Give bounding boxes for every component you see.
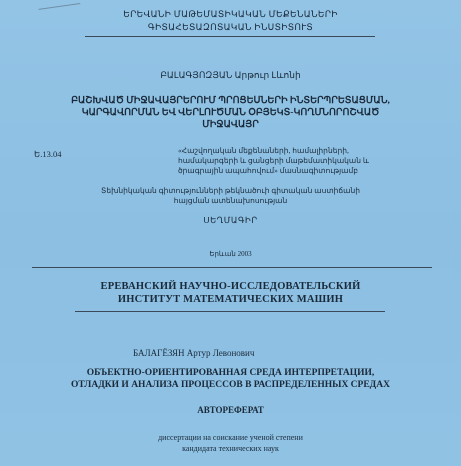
degree-ru-line2: кандидата технических наук bbox=[182, 444, 279, 453]
specialty-code: Ե.13.04 bbox=[34, 149, 62, 159]
title-ru bbox=[0, 367, 461, 391]
institute-ru-line2: ИНСТИТУТ МАТЕМАТИЧЕСКИХ МАШИН bbox=[117, 294, 344, 305]
title-am-line2: ԿԱՐԳԱՎՈՐՄԱՆ ԵՎ ՎԵՐԼՈՒԾՄԱՆ ՕԲՅԵԿՏ-ԿՈՂՄՆՈՐՈՇՎԱԾ bbox=[81, 108, 380, 118]
degree-ru-line1: диссертации на соискание ученой степени bbox=[158, 433, 303, 442]
title-am-line1: ԲԱՇԽՎԱԾ ՄԻՋԱՎԱՅՐԵՐՈՒՄ ՊՐՈՑԵՍՆԵՐԻ ԻՆՏԵՐՊՐԵՏԱՑՄԱՆ, bbox=[71, 96, 390, 106]
abstract-am: ՍԵՂՄԱԳԻՐ bbox=[203, 215, 258, 225]
section-divider bbox=[32, 267, 432, 268]
author-ru: БАЛАГЁЗЯН Артур Левонович bbox=[133, 348, 255, 358]
degree-am-line1: Տեխնիկական գիտությունների թեկնածուի գիտական աստիճանի bbox=[101, 186, 360, 195]
header-am-line2: ԳԻՏԱՀԵՏԱԶՈՏԱԿԱՆ ԻՆՍՏԻՏՈՒՏ bbox=[147, 22, 314, 32]
city-year-am: Երևան 2003 bbox=[209, 250, 252, 258]
degree-am bbox=[0, 186, 461, 206]
title-ru-line2: ОТЛАДКИ И АНАЛИЗА ПРОЦЕССОВ В РАСПРЕДЕЛЕННЫХ СРЕДАХ bbox=[71, 380, 390, 390]
specialty-am-line1: «Հաշվողական մեքենաների, համալիրների, bbox=[178, 146, 349, 155]
institute-underline bbox=[75, 311, 385, 312]
title-am-line3: ՄԻՋԱՎԱՅՐ bbox=[202, 120, 259, 130]
degree-ru bbox=[0, 432, 461, 454]
abstract-ru: АВТОРЕФЕРАТ bbox=[197, 405, 264, 415]
specialty-am-line3: ծրագրային ապահովում» մասնագիտությամբ bbox=[178, 166, 358, 175]
institute-ru bbox=[0, 280, 461, 306]
title-ru-line1: ОБЪЕКТНО-ОРИЕНТИРОВАННАЯ СРЕДА ИНТЕРПРЕТАЦИИ, bbox=[86, 368, 375, 378]
header-divider bbox=[85, 36, 375, 37]
header-am-line1: ԵՐԵՎԱՆԻ ՄԱԹԵՄԱՏԻԿԱԿԱՆ ՄԵՔԵՆԱՆԵՐԻ bbox=[123, 9, 338, 19]
specialty-am bbox=[178, 146, 428, 176]
institute-ru-line1: ЕРЕВАНСКИЙ НАУЧНО-ИССЛЕДОВАТЕЛЬСКИЙ bbox=[100, 281, 361, 292]
title-am bbox=[0, 95, 461, 131]
specialty-am-line2: համակարգերի և ցանցերի մաթեմատիկական և bbox=[178, 156, 369, 165]
author-am: ԲԱԼԱԳՅՈԶՅԱՆ Արթուր Լևոնի bbox=[160, 70, 301, 80]
degree-am-line2: հայցման ատենախոսության bbox=[173, 196, 288, 205]
